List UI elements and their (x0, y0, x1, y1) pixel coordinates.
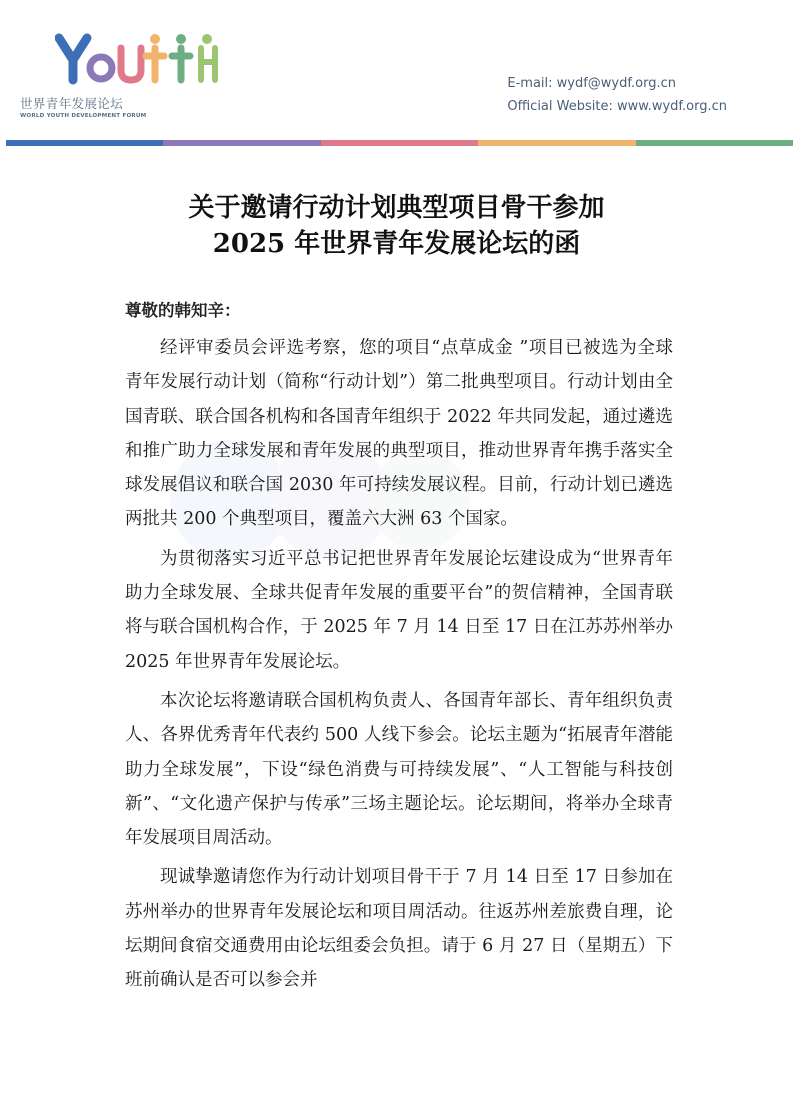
salutation: 尊敬的韩知辛： (125, 301, 241, 320)
letter-title-line-2: 2025 年世界青年发展论坛的函 (212, 229, 581, 259)
letter-body (125, 331, 673, 1003)
color-bar-segment-blue (6, 140, 163, 146)
body-paragraph-4: 现诚挚邀请您作为行动计划项目骨干于 7 月 14 日至 17 日参加在苏州举办的世界青年发展论坛和项目周活动。往返苏州差旅费自理，论坛期间食宿交通费用由论坛组委会负担。请于 6 月 27 日（星期五）下班前确认是否可以参会并 (125, 867, 673, 991)
logo-figure-head-3 (202, 34, 212, 44)
logo-figure-head-2 (176, 34, 186, 44)
color-bar-segment-purple (163, 140, 320, 146)
contact-info (507, 72, 727, 118)
logo-letter-t-1 (146, 48, 164, 80)
body-paragraph-3: 本次论坛将邀请联合国机构负责人、各国青年部长、青年组织负责人、各界优秀青年代表约 500 人线下参会。论坛主题为“拓展青年潜能 助力全球发展”，下设“绿色消费与可持续发展”、“人工智能与科技创新”、“文化遗产保护与传承”三场主题论坛。论坛期间，将举办全球青年发展项目周活动。 (125, 690, 673, 849)
youth-logo-graphic (55, 30, 225, 88)
header-color-bar (6, 140, 793, 146)
color-bar-segment-green (636, 140, 793, 146)
logo-letter-y (59, 38, 87, 80)
email-text: E-mail: wydf@wydf.org.cn (507, 76, 676, 91)
body-paragraph-2: 为贯彻落实习近平总书记把世界青年发展论坛建设成为“世界青年助力全球发展、全球共促青年发展的重要平台”的贺信精神，全国青联将与联合国机构合作，于 2025 年 7 月 14 日至 17 日在江苏苏州举办 2025 年世界青年发展论坛。 (125, 548, 673, 672)
logo-letter-h (201, 48, 215, 80)
color-bar-segment-pink (321, 140, 478, 146)
logo-letter-o (90, 57, 112, 79)
logo-english-name: WORLD YOUTH DEVELOPMENT FORUM (20, 113, 147, 119)
logo-letter-u (121, 48, 141, 80)
website-text: Official Website: www.wydf.org.cn (507, 99, 727, 114)
letter-title-line-1: 关于邀请行动计划典型项目骨干参加 (188, 193, 605, 223)
logo-figure-head-1 (150, 34, 160, 44)
logo-chinese-name: 世界青年发展论坛 (20, 96, 124, 111)
letter-title (0, 190, 793, 262)
body-paragraph-1: 经评审委员会评选考察，您的项目“点草成金 ”项目已被选为全球青年发展行动计划（简称“行动计划”）第二批典型项目。行动计划由全国青联、联合国各机构和各国青年组织于 2022 年共同发起，通过遴选和推广助力全球发展和青年发展的典型项目，推动世界青年携手落实全球发展倡议和联合国 2030 年可持续发展议程。目前，行动计划已遴选两批共 200 个典型项目，覆盖六大洲 63 个国家。 (125, 338, 673, 530)
color-bar-segment-orange (478, 140, 635, 146)
logo-letter-t-2 (172, 48, 190, 80)
